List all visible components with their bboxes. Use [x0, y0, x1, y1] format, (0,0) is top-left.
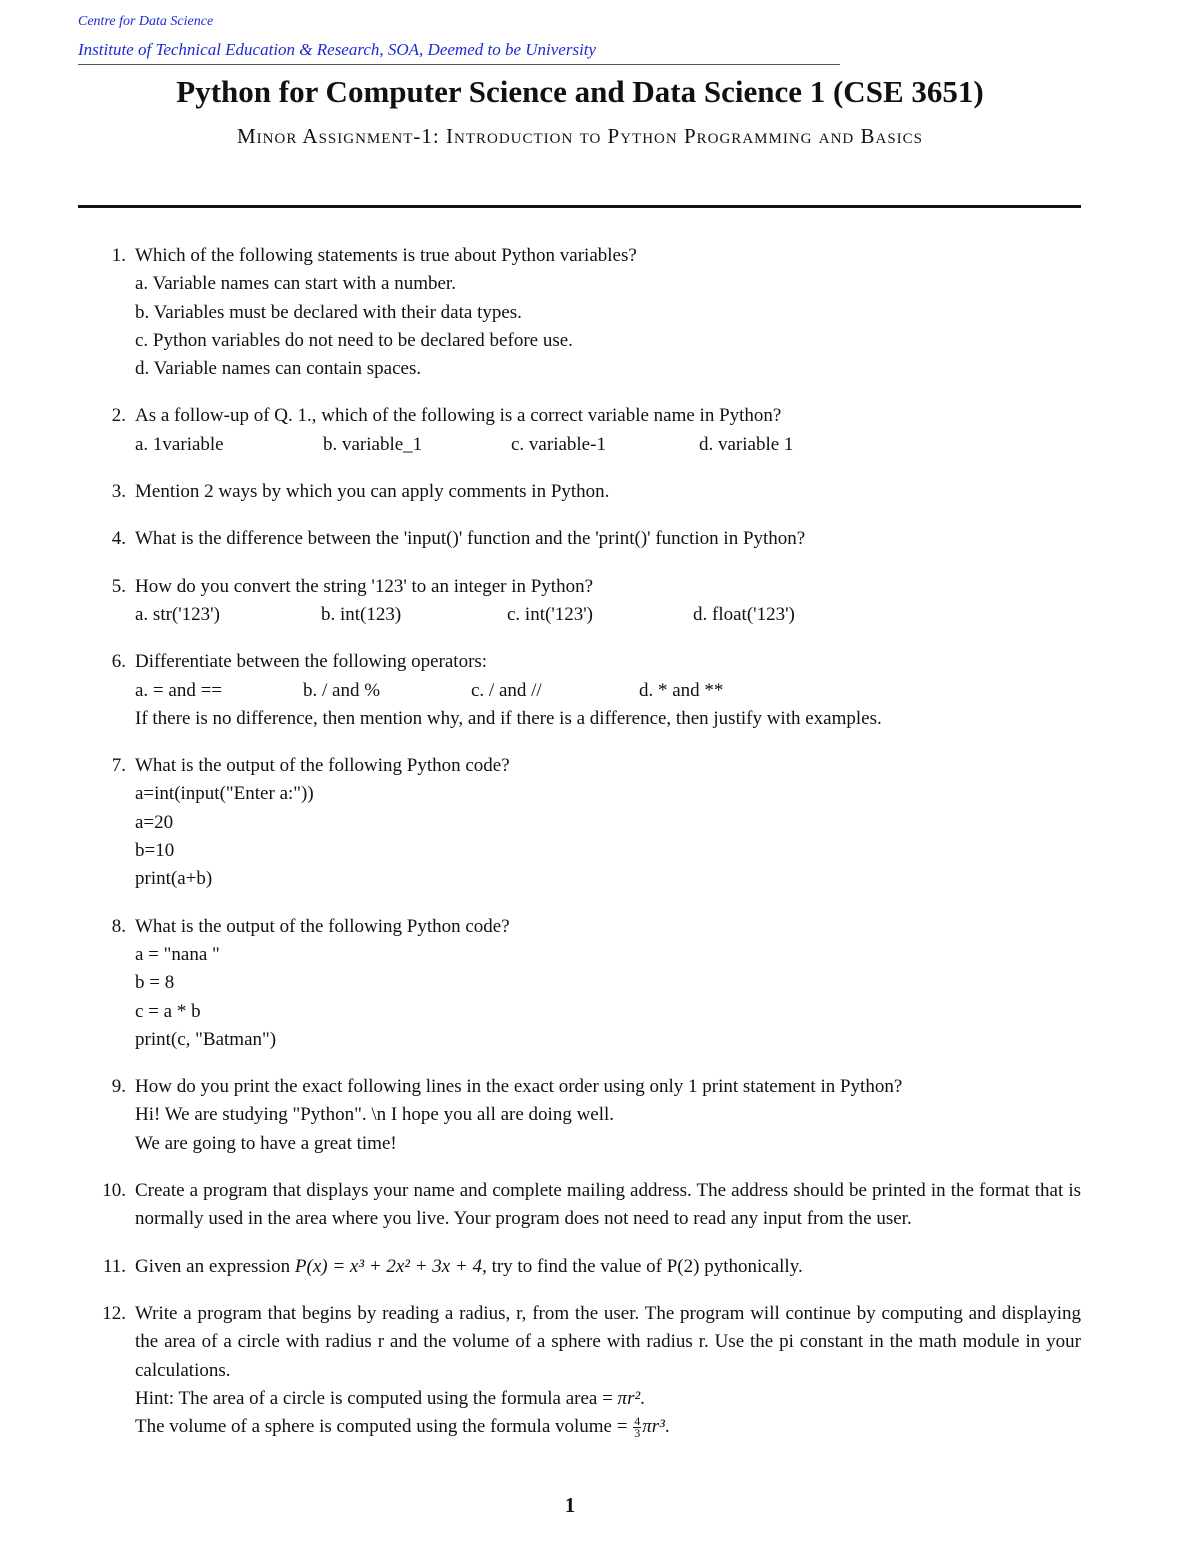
options-row [135, 601, 1081, 629]
math-expression: P(x) = x³ + 2x² + 3x + 4 [294, 1255, 483, 1277]
document-subtitle: Minor Assignment-1: Introduction to Python Programming and Basics [236, 124, 924, 148]
volume-line: The volume of a sphere is computed using the formula volume = $\frac{4}{3}$ πr³. [135, 1414, 670, 1441]
question-5 [78, 573, 1081, 630]
code-line: print(c, "Batman") [135, 1028, 277, 1050]
question-number: 3. [111, 481, 126, 503]
area-formula: πr² [617, 1387, 641, 1409]
question-4 [78, 525, 1081, 553]
fraction [633, 1416, 641, 1439]
question-9 [78, 1073, 1081, 1158]
code-line: c = a * b [135, 1000, 201, 1022]
question-11 [78, 1253, 1081, 1281]
question-12 [78, 1300, 1081, 1441]
question-10 [78, 1177, 1081, 1234]
question-number: 11. [102, 1255, 126, 1277]
question-text: What is the output of the following Python code? [135, 915, 510, 937]
question-number: 7. [111, 755, 126, 777]
institute-name: Institute of Technical Education & Research, SOA, Deemed to be University [78, 40, 597, 59]
page-number: 1 [564, 1493, 576, 1517]
option-c: c. variable-1 [511, 433, 606, 455]
header-rule [78, 64, 840, 65]
question-number: 12. [102, 1302, 126, 1324]
question-number: 2. [111, 405, 126, 427]
output-line: Hi! We are studying "Python". \n I hope you all are doing well. [135, 1104, 615, 1126]
question-number: 6. [111, 651, 126, 673]
question-number: 8. [111, 915, 126, 937]
question-6 [78, 648, 1081, 733]
options-row [135, 431, 1081, 459]
option-a: a. str('123') [135, 603, 220, 625]
option-d: d. variable 1 [699, 433, 794, 455]
question-number: 4. [111, 528, 126, 550]
option-b: b. variable_1 [323, 433, 423, 455]
hint-line: Hint: The area of a circle is computed using the formula area = πr². [135, 1387, 645, 1409]
question-text: How do you print the exact following lines in the exact order using only 1 print statement in Python? [135, 1076, 903, 1098]
text-after: , try to find the value of P(2) pythonically. [482, 1255, 803, 1277]
fraction-denominator: 3 [634, 1426, 641, 1441]
option-a: a. = and == [135, 679, 223, 701]
option-a: a. Variable names can start with a number. [135, 273, 456, 295]
volume-formula: πr³ [642, 1416, 665, 1438]
question-2 [78, 402, 1081, 459]
option-d: d. Variable names can contain spaces. [135, 358, 422, 380]
fraction-numerator: 4 [634, 1414, 641, 1429]
option-b: b. int(123) [321, 603, 402, 625]
volume-text: The volume of a sphere is computed using the formula volume = [135, 1416, 633, 1438]
document-title: Python for Computer Science and Data Science 1 (CSE 3651) [176, 74, 984, 109]
question-text: Which of the following statements is true about Python variables? [135, 245, 637, 266]
code-line: b = 8 [135, 972, 175, 994]
option-d: d. float('123') [693, 603, 795, 625]
code-line: a = "nana " [135, 943, 220, 965]
option-c: c. / and // [471, 679, 542, 701]
option-b: b. Variables must be declared with their data types. [135, 301, 522, 323]
text-before: Given an expression [135, 1255, 295, 1277]
question-number: 1. [111, 245, 126, 266]
options-row [135, 677, 1081, 705]
question-1 [78, 242, 1081, 383]
question-list [78, 242, 1081, 1460]
question-7 [78, 752, 1081, 893]
question-text [135, 1253, 1081, 1281]
question-note: If there is no difference, then mention why, and if there is a difference, then justify with examples. [135, 707, 882, 729]
code-line: a=int(input("Enter a:")) [135, 783, 314, 805]
question-text: Create a program that displays your name and complete mailing address. The address should be printed in the format that is normally used in the area where you live. Your program does not need to read any input from the user. [135, 1180, 1081, 1230]
question-3 [78, 478, 1081, 506]
option-a: a. 1variable [135, 433, 224, 455]
question-number: 5. [111, 575, 126, 597]
option-d: d. * and ** [639, 679, 724, 701]
option-c: c. int('123') [507, 603, 593, 625]
title-rule [78, 205, 1081, 208]
question-text: What is the difference between the 'input()' function and the 'print()' function in Python? [135, 528, 806, 550]
question-number: 9. [111, 1076, 126, 1098]
question-8 [78, 913, 1081, 1054]
hint-text: Hint: The area of a circle is computed using the formula area = [135, 1387, 618, 1409]
centre-name: Centre for Data Science [78, 14, 214, 29]
option-b: b. / and % [303, 679, 381, 701]
code-line: b=10 [135, 840, 175, 862]
code-line: a=20 [135, 811, 174, 833]
question-number: 10. [102, 1180, 126, 1202]
option-c: c. Python variables do not need to be declared before use. [135, 329, 573, 351]
question-text: Write a program that begins by reading a radius, r, from the user. The program will continue by computing and displaying the area of a circle with radius r and the volume of a sphere with radius r. Use the pi constant in the math module in your calculations. [135, 1302, 1081, 1381]
question-text: Mention 2 ways by which you can apply comments in Python. [135, 481, 610, 503]
question-text: Differentiate between the following operators: [135, 651, 488, 673]
output-line: We are going to have a great time! [135, 1132, 397, 1154]
question-text: What is the output of the following Python code? [135, 755, 510, 777]
question-text: How do you convert the string '123' to an integer in Python? [135, 575, 594, 597]
question-text: As a follow-up of Q. 1., which of the following is a correct variable name in Python? [135, 405, 782, 427]
code-line: print(a+b) [135, 868, 213, 890]
